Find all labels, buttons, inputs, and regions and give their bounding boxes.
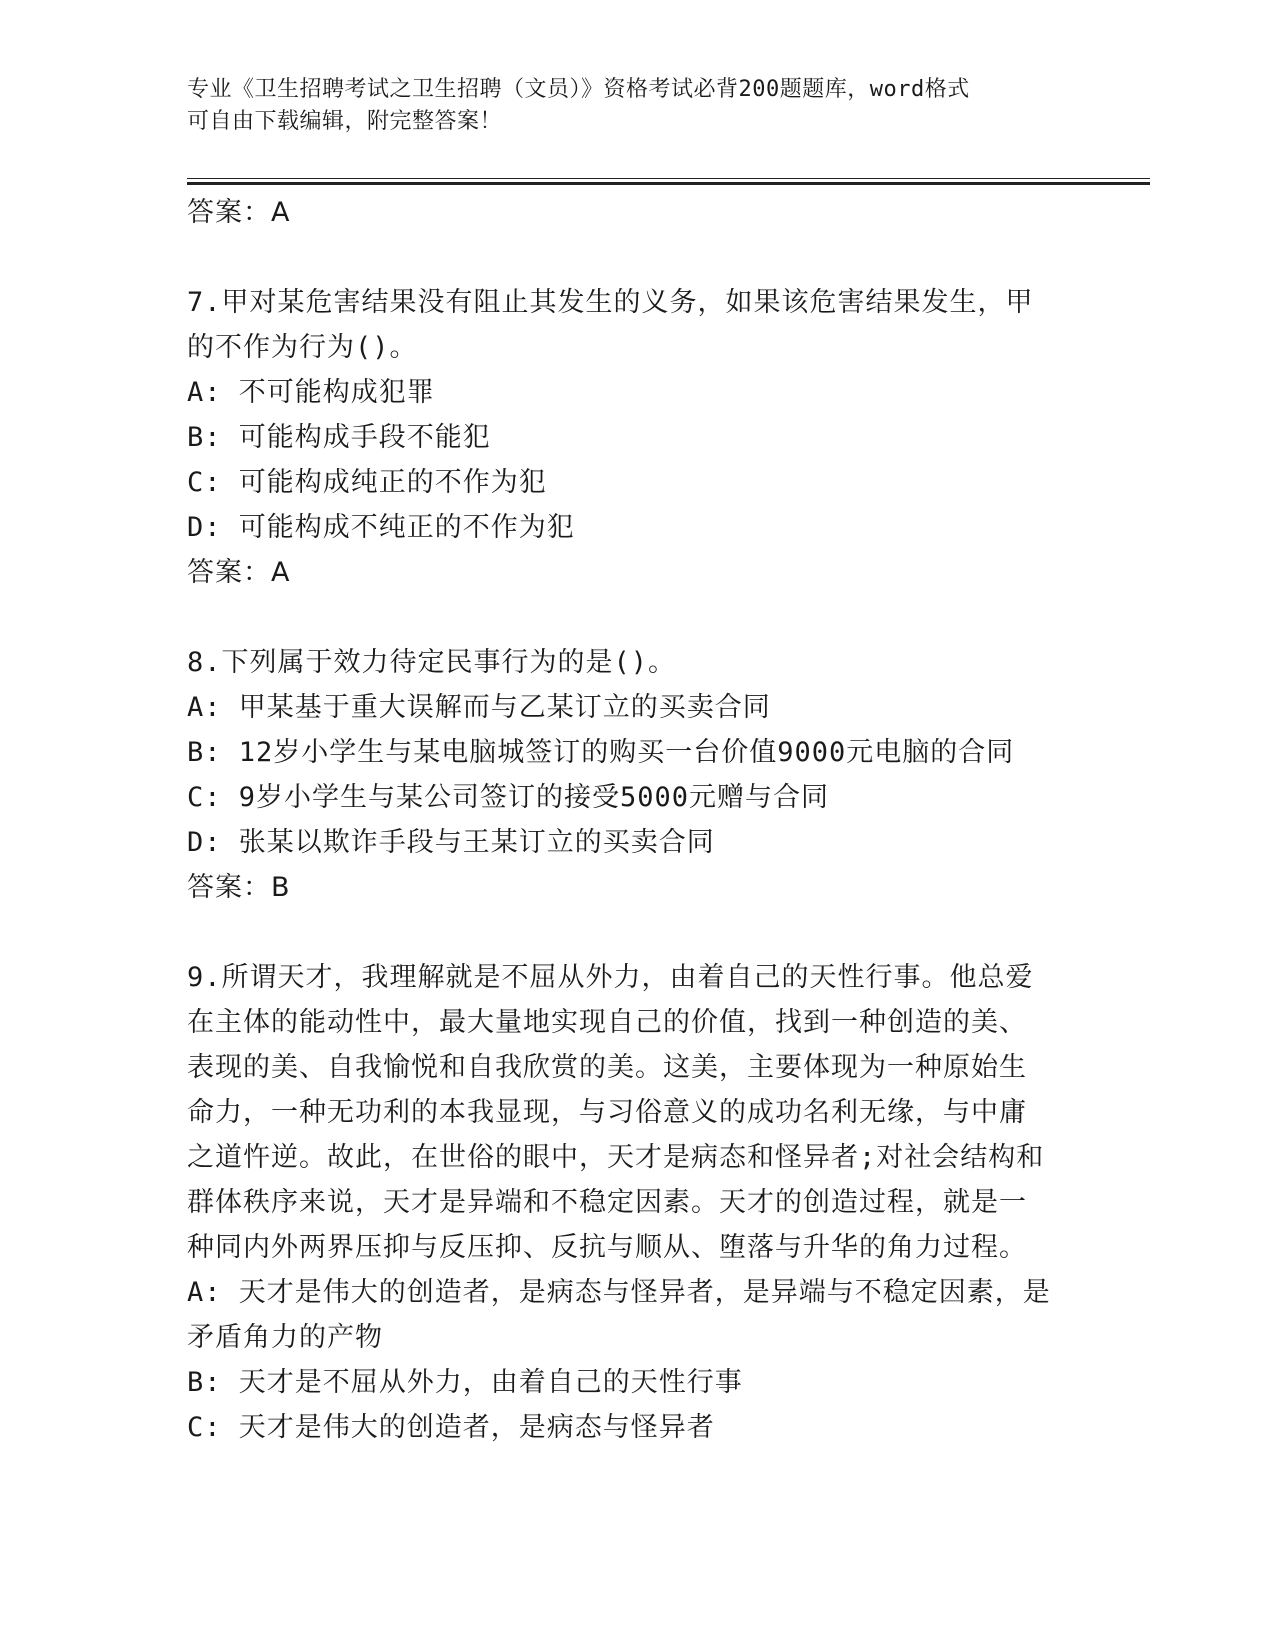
question-stem-line: 表现的美、自我愉悦和自我欣赏的美。这美，主要体现为一种原始生 <box>187 1052 1027 1083</box>
question-stem-line: 在主体的能动性中，最大量地实现自己的价值，找到一种创造的美、 <box>187 1007 1027 1038</box>
document-header <box>187 74 1067 138</box>
answer-q7: 答案：A <box>187 557 291 588</box>
answer-q8: 答案：B <box>187 872 291 903</box>
option-c: C: 天才是伟大的创造者，是病态与怪异者 <box>187 1412 715 1443</box>
option-c: C: 9岁小学生与某公司签订的接受5000元赠与合同 <box>187 782 830 813</box>
answer-q6: 答案：A <box>187 197 291 228</box>
option-c: C: 可能构成纯正的不作为犯 <box>187 467 547 498</box>
option-a-line-1: A: 天才是伟大的创造者，是病态与怪异者，是异端与不稳定因素，是 <box>187 1277 1051 1308</box>
option-d: D: 张某以欺诈手段与王某订立的买卖合同 <box>187 827 715 858</box>
option-b: B: 12岁小学生与某电脑城签订的购买一台价值9000元电脑的合同 <box>187 737 1015 768</box>
option-a-line-2: 矛盾角力的产物 <box>187 1322 383 1353</box>
spacer <box>187 595 1087 640</box>
question-stem-line: 的不作为行为()。 <box>187 332 418 363</box>
option-b: B: 天才是不屈从外力，由着自己的天性行事 <box>187 1367 743 1398</box>
question-stem-line: 之道忤逆。故此，在世俗的眼中，天才是病态和怪异者;对社会结构和 <box>187 1142 1045 1173</box>
question-stem-line: 7.甲对某危害结果没有阻止其发生的义务，如果该危害结果发生，甲 <box>187 287 1034 318</box>
question-9 <box>187 955 1087 1450</box>
header-divider-thick <box>187 182 1150 185</box>
header-title-line-2: 可自由下载编辑，附完整答案！ <box>187 109 503 134</box>
option-a: A: 不可能构成犯罪 <box>187 377 435 408</box>
question-stem-line: 种同内外两界压抑与反压抑、反抗与顺从、堕落与升华的角力过程。 <box>187 1232 1027 1263</box>
header-divider-thin <box>187 178 1150 179</box>
question-stem: 8.下列属于效力待定民事行为的是()。 <box>187 647 677 678</box>
spacer <box>187 910 1087 955</box>
spacer <box>187 235 1087 280</box>
question-content <box>187 190 1087 1450</box>
question-stem-line: 群体秩序来说，天才是异端和不稳定因素。天才的创造过程，就是一 <box>187 1187 1027 1218</box>
question-7 <box>187 280 1087 595</box>
question-stem-line: 命力，一种无功利的本我显现，与习俗意义的成功名利无缘，与中庸 <box>187 1097 1027 1128</box>
header-title-line-1: 专业《卫生招聘考试之卫生招聘（文员）》资格考试必背200题题库，word格式 <box>187 77 970 102</box>
question-stem-line: 9.所谓天才，我理解就是不屈从外力，由着自己的天性行事。他总爱 <box>187 962 1034 993</box>
option-d: D: 可能构成不纯正的不作为犯 <box>187 512 575 543</box>
option-b: B: 可能构成手段不能犯 <box>187 422 491 453</box>
option-a: A: 甲某基于重大误解而与乙某订立的买卖合同 <box>187 692 771 723</box>
question-8 <box>187 640 1087 910</box>
